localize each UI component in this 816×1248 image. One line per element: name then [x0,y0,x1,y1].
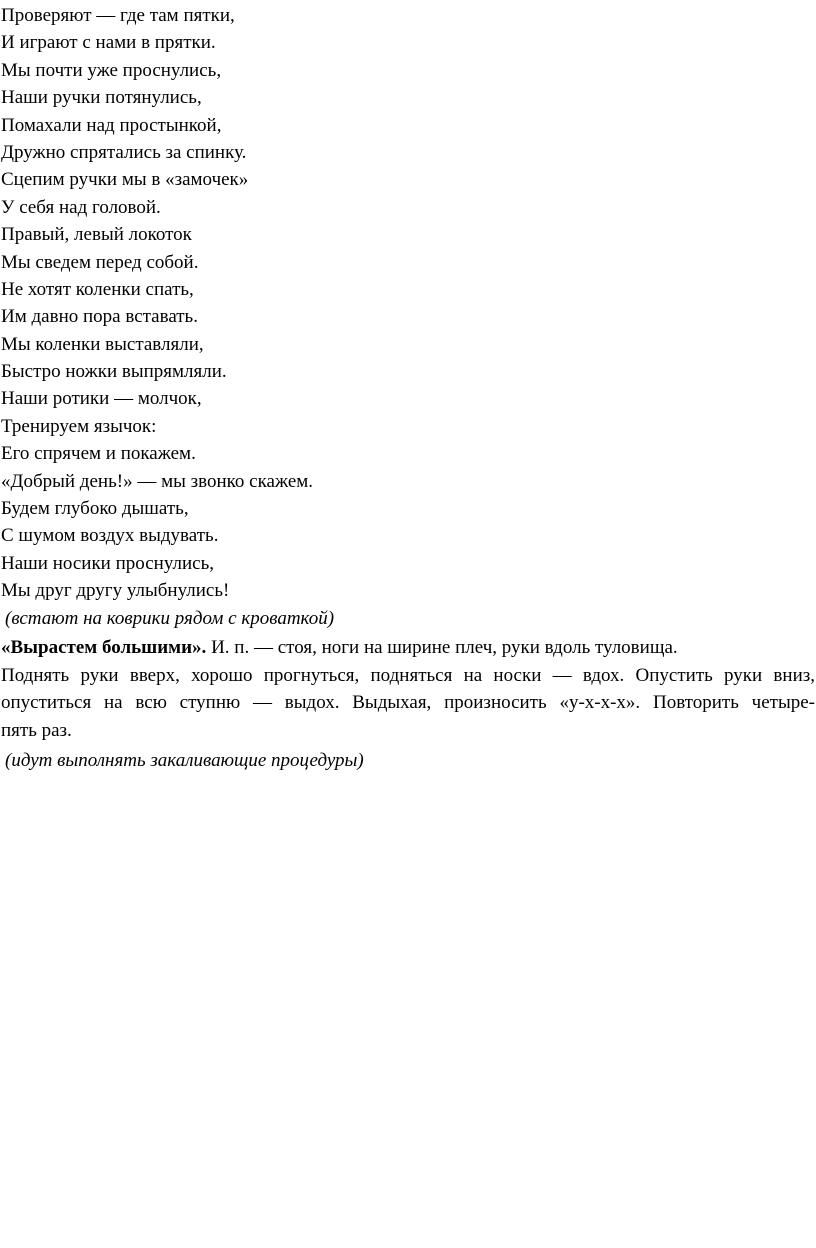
poem-line: Мы сведем перед собой. [1,251,199,273]
exercise-line: пять раз. [1,719,72,741]
poem-line: Мы почти уже проснулись, [1,59,222,81]
exercise-paragraph [1,634,815,744]
poem-line: Помахали над простынкой, [1,114,222,136]
poem-line: Мы коленки выставляли, [1,333,204,355]
poem-line: Проверяют — где там пятки, [1,5,235,26]
poem-line: Наши ротики — молчок, [1,388,202,410]
exercise-line: опуститься на всю ступню — выдох. Выдыхая, произносить «у-х-х-х». Повторить четыре- [1,692,815,713]
poem-line: «Добрый день!» — мы звонко скажем. [1,470,314,492]
poem-line: Мы друг другу улыбнулись! [1,580,230,602]
poem [1,2,313,605]
poem-line: Наши носики проснулись, [1,552,214,574]
exercise-start-position: И. п. — стоя, ноги на ширине плеч, руки вдоль туловища. [206,637,678,658]
exercise-first-line [1,634,815,662]
poem-line: Наши ручки потянулись, [1,87,202,109]
poem-line: Им давно пора вставать. [1,306,198,328]
poem-line: Сцепим ручки мы в «замочек» [1,169,249,191]
stage-direction: (встают на коврики рядом с кроваткой) [5,608,335,629]
poem-line: Будем глубоко дышать, [1,498,189,520]
poem-line: Тренируем язычок: [1,415,157,437]
exercise-line: Поднять руки вверх, хорошо прогнуться, подняться на носки — вдох. Опустить руки вниз, [1,664,815,686]
poem-line: Правый, левый локоток [1,224,192,246]
poem-line: И играют с нами в прятки. [1,32,216,54]
stage-direction: (идут выполнять закаливающие процедуры) [5,750,364,771]
poem-line: Быстро ножки выпрямляли. [1,361,227,383]
poem-line: У себя над головой. [1,196,161,218]
poem-line: Не хотят коленки спать, [1,278,194,300]
poem-line: Дружно спрятались за спинку. [1,141,247,163]
poem-line: С шумом воздух выдувать. [1,525,219,547]
poem-line: Его спрячем и покажем. [1,443,196,465]
exercise-title: «Вырастем большими». [1,637,207,658]
